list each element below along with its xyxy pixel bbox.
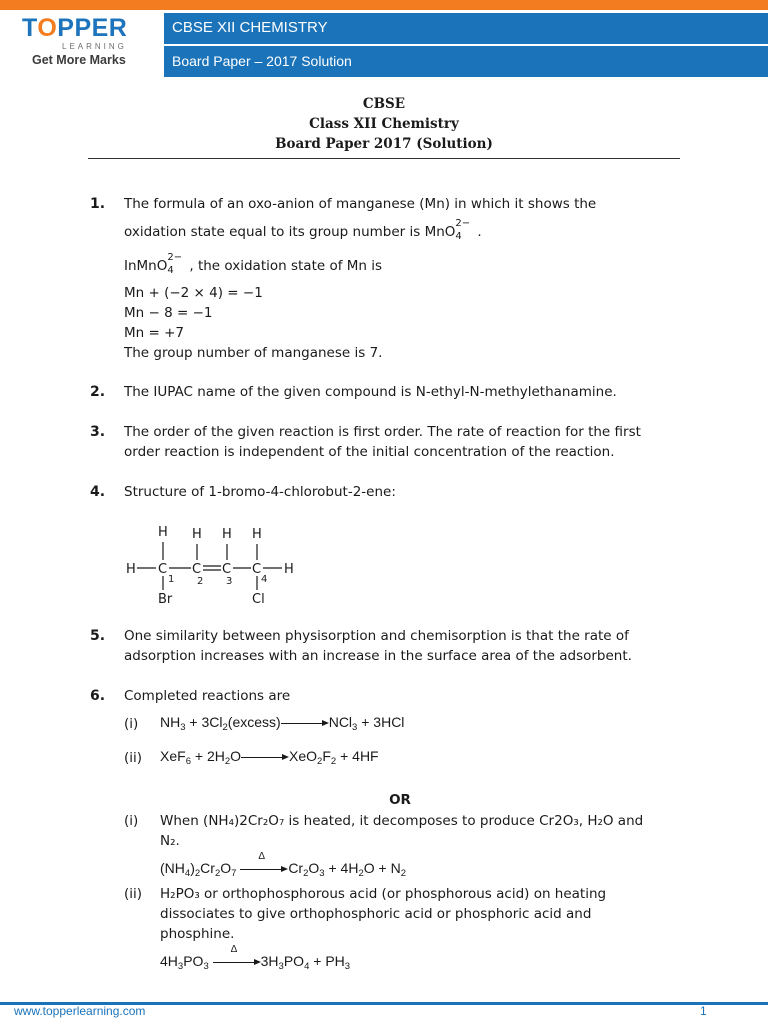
- atom-h: H: [284, 562, 294, 577]
- atom-br: Br: [158, 592, 173, 607]
- locant-3: 3: [226, 576, 233, 587]
- document-title: CBSE Class XII Chemistry Board Paper 2017 (Solution): [275, 96, 493, 152]
- reaction-ii: $XeF_6 + 2H_2O$ $XeO_2F_2 + 4HF$: [160, 748, 379, 767]
- atom-c: C: [158, 562, 168, 577]
- atom-h: H: [222, 527, 232, 542]
- atom-h: H: [192, 527, 202, 542]
- reaction-arrow: [281, 717, 329, 729]
- reaction-arrow: Δ: [240, 863, 288, 875]
- title-divider: [88, 158, 680, 159]
- atom-h: H: [158, 525, 168, 540]
- reaction-arrow: [241, 751, 289, 763]
- footer-website-link[interactable]: www.topperlearning.com: [14, 1004, 146, 1018]
- q1-step2: Mn − 8 = −1: [124, 305, 213, 321]
- or-ii-line2: dissociates to give orthophosphoric acid or phosphoric acid and: [160, 906, 592, 922]
- q6-text: Completed reactions are: [124, 688, 291, 704]
- question-number: 3.: [90, 424, 106, 440]
- q1-step4: The group number of manganese is 7.: [124, 345, 383, 361]
- locant-2: 2: [197, 576, 204, 587]
- question-number: 2.: [90, 384, 106, 400]
- page-number: 1: [700, 1004, 707, 1018]
- structural-formula: [118, 516, 318, 610]
- or-separator: OR: [389, 792, 411, 808]
- reaction-dichromate: $(NH_4)_2Cr_2O_7$ Δ $Cr_2O_3 + 4H_2O + N_2$: [160, 851, 406, 879]
- question-number: 1.: [90, 196, 106, 212]
- atom-h: H: [252, 527, 262, 542]
- atom-c: C: [252, 562, 262, 577]
- subject-header: CBSE XII CHEMISTRY: [164, 13, 768, 44]
- or-i-line1: When (NH₄)2Cr₂O₇ is heated, it decomposes to produce Cr2O₃, H₂O and: [160, 813, 644, 829]
- top-accent-stripe: [0, 0, 768, 10]
- or-i-line2: N₂.: [160, 833, 180, 849]
- locant-4: 4: [261, 574, 268, 585]
- q5-line1: One similarity between physisorption and chemisorption is that the rate of: [124, 628, 629, 644]
- question-number: 6.: [90, 688, 106, 704]
- or-ii-line1: H₂PO₃ or orthophosphorous acid (or phosphorous acid) on heating: [160, 886, 607, 902]
- q1-line3: InMnO 2− 4 , the oxidation state of Mn is: [124, 252, 383, 276]
- reaction-label: (i): [124, 813, 139, 829]
- paper-header: Board Paper – 2017 Solution: [164, 46, 768, 77]
- atom-h: H: [126, 562, 136, 577]
- logo-tagline: Get More Marks: [32, 53, 126, 67]
- locant-1: 1: [168, 574, 175, 585]
- atom-cl: Cl: [252, 592, 265, 607]
- reaction-label: (ii): [124, 886, 143, 902]
- atom-c: C: [222, 562, 232, 577]
- question-number: 5.: [90, 628, 106, 644]
- logo-wordmark: TOPPER: [22, 14, 128, 42]
- q1-step3: Mn = +7: [124, 325, 184, 341]
- q1-line1: The formula of an oxo-anion of manganese (Mn) in which it shows the: [124, 196, 597, 212]
- q1-line2: oxidation state equal to its group number is MnO 2− 4 .: [124, 218, 482, 242]
- logo-tagline-top: LEARNING: [62, 42, 127, 51]
- atom-c: C: [192, 562, 202, 577]
- reaction-i: $NH_3$ + $3Cl_2(excess) NCl_3 + 3HCl$: [160, 714, 405, 733]
- q3-line2: order reaction is independent of the initial concentration of the reaction.: [124, 444, 615, 460]
- reaction-arrow: Δ: [213, 956, 261, 968]
- topper-logo[interactable]: [22, 14, 140, 80]
- reaction-phosphorous: $4H_3PO_3$ Δ $3H_3PO_4 + PH_3$: [160, 944, 351, 972]
- q5-line2: adsorption increases with an increase in the surface area of the adsorbent.: [124, 648, 632, 664]
- or-ii-line3: phosphine.: [160, 926, 235, 942]
- question-number: 4.: [90, 484, 106, 500]
- q1-step1: Mn + (−2 × 4) = −1: [124, 285, 263, 301]
- q4-text: Structure of 1-bromo-4-chlorobut-2-ene:: [124, 484, 396, 500]
- reaction-label: (i): [124, 716, 139, 732]
- q2-text: The IUPAC name of the given compound is N-ethyl-N-methylethanamine.: [124, 384, 617, 400]
- reaction-label: (ii): [124, 750, 143, 766]
- q3-line1: The order of the given reaction is first order. The rate of reaction for the first: [124, 424, 641, 440]
